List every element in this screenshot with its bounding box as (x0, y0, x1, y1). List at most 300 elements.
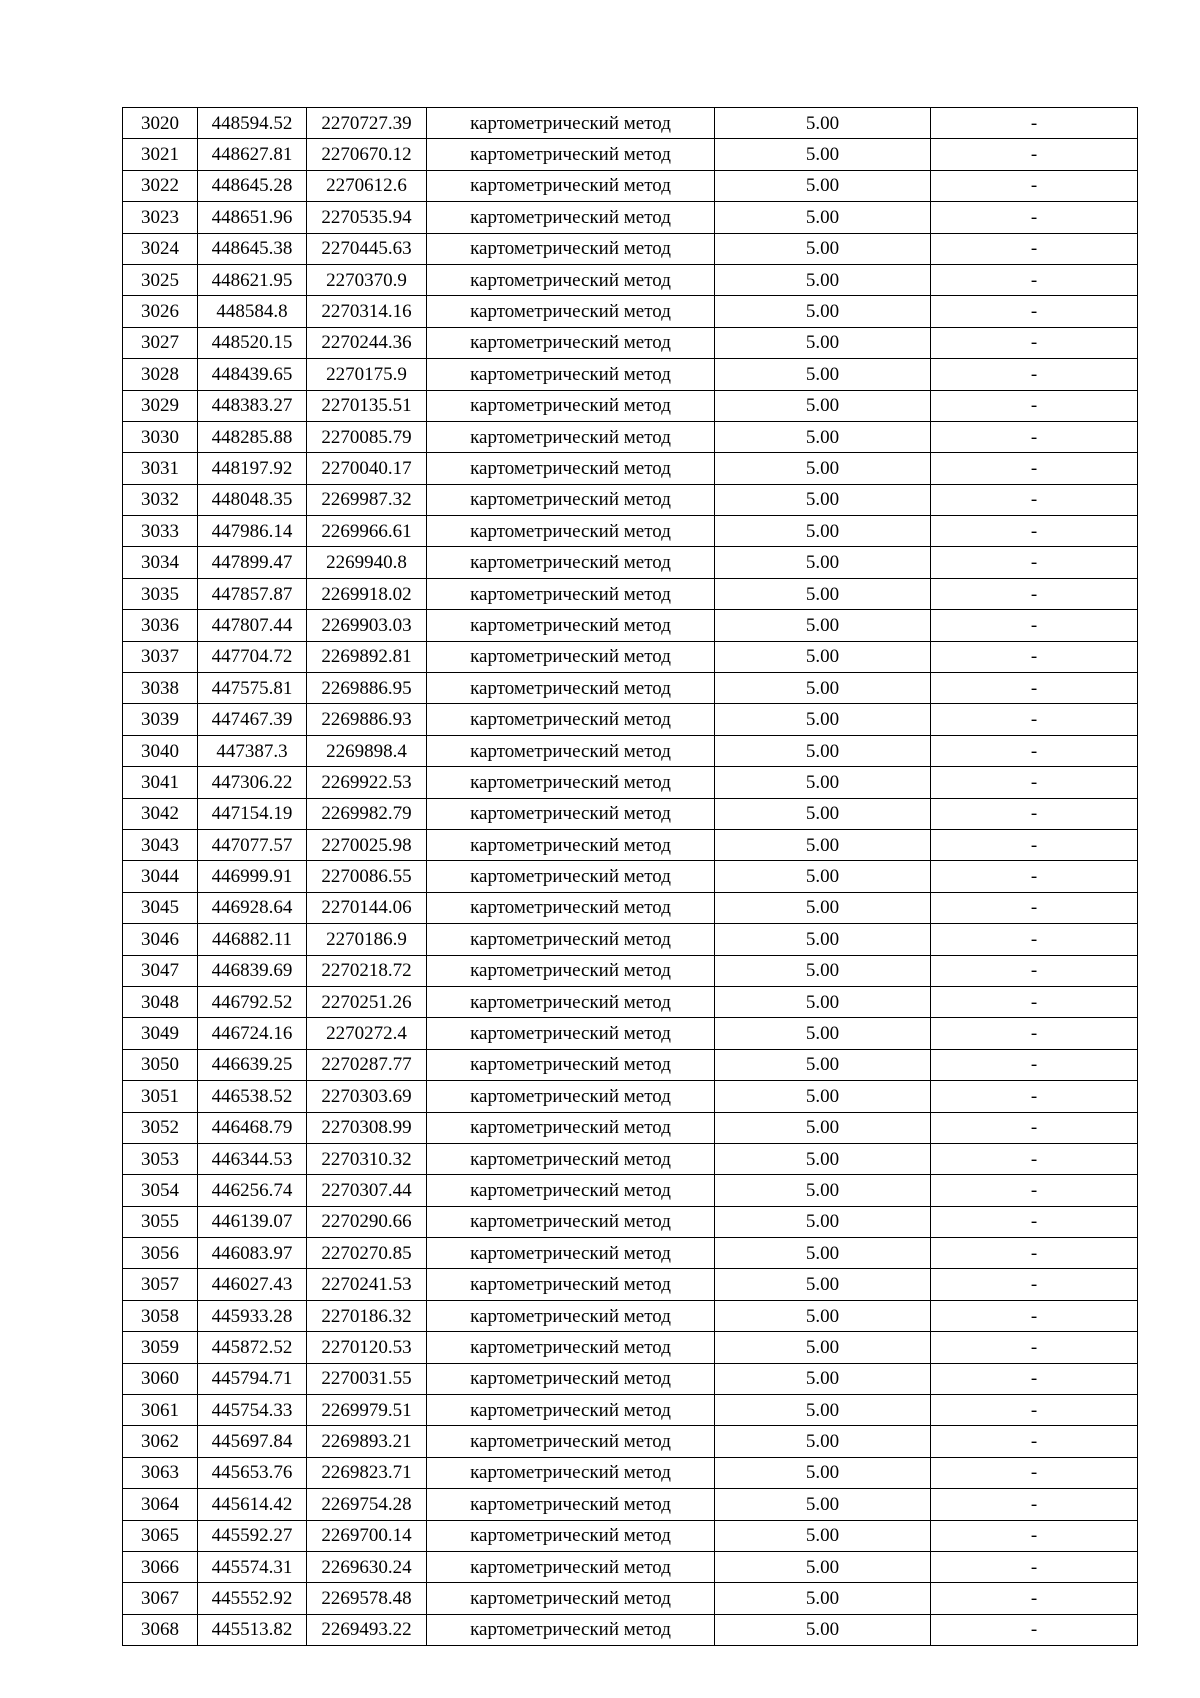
method-cell: картометрический метод (427, 1081, 715, 1112)
note-cell: - (931, 1112, 1138, 1143)
method-cell: картометрический метод (427, 704, 715, 735)
accuracy-cell: 5.00 (715, 1551, 931, 1582)
x-coordinate-cell: 445933.28 (198, 1300, 307, 1331)
note-cell: - (931, 202, 1138, 233)
accuracy-cell: 5.00 (715, 892, 931, 923)
accuracy-cell: 5.00 (715, 108, 931, 139)
y-coordinate-cell: 2270612.6 (307, 170, 427, 201)
y-coordinate-cell: 2269892.81 (307, 641, 427, 672)
method-cell: картометрический метод (427, 327, 715, 358)
y-coordinate-cell: 2270272.4 (307, 1018, 427, 1049)
accuracy-cell: 5.00 (715, 986, 931, 1017)
point-number-cell: 3065 (123, 1520, 198, 1551)
point-number-cell: 3029 (123, 390, 198, 421)
x-coordinate-cell: 446928.64 (198, 892, 307, 923)
point-number-cell: 3044 (123, 861, 198, 892)
note-cell: - (931, 1583, 1138, 1614)
x-coordinate-cell: 447077.57 (198, 829, 307, 860)
point-number-cell: 3039 (123, 704, 198, 735)
point-number-cell: 3036 (123, 610, 198, 641)
note-cell: - (931, 861, 1138, 892)
table-row (123, 1112, 1138, 1143)
accuracy-cell: 5.00 (715, 1143, 931, 1174)
accuracy-cell: 5.00 (715, 327, 931, 358)
method-cell: картометрический метод (427, 1112, 715, 1143)
point-number-cell: 3028 (123, 359, 198, 390)
note-cell: - (931, 327, 1138, 358)
x-coordinate-cell: 447704.72 (198, 641, 307, 672)
note-cell: - (931, 892, 1138, 923)
x-coordinate-cell: 448594.52 (198, 108, 307, 139)
accuracy-cell: 5.00 (715, 233, 931, 264)
table-row (123, 955, 1138, 986)
table-row (123, 1269, 1138, 1300)
y-coordinate-cell: 2269886.93 (307, 704, 427, 735)
accuracy-cell: 5.00 (715, 390, 931, 421)
x-coordinate-cell: 446639.25 (198, 1049, 307, 1080)
note-cell: - (931, 1238, 1138, 1269)
accuracy-cell: 5.00 (715, 578, 931, 609)
y-coordinate-cell: 2269700.14 (307, 1520, 427, 1551)
method-cell: картометрический метод (427, 892, 715, 923)
x-coordinate-cell: 448584.8 (198, 296, 307, 327)
table-row (123, 829, 1138, 860)
note-cell: - (931, 1426, 1138, 1457)
table-row (123, 547, 1138, 578)
y-coordinate-cell: 2270244.36 (307, 327, 427, 358)
note-cell: - (931, 1332, 1138, 1363)
note-cell: - (931, 986, 1138, 1017)
accuracy-cell: 5.00 (715, 484, 931, 515)
table-row (123, 1018, 1138, 1049)
note-cell: - (931, 1395, 1138, 1426)
x-coordinate-cell: 445552.92 (198, 1583, 307, 1614)
note-cell: - (931, 767, 1138, 798)
method-cell: картометрический метод (427, 1520, 715, 1551)
y-coordinate-cell: 2270303.69 (307, 1081, 427, 1112)
x-coordinate-cell: 446792.52 (198, 986, 307, 1017)
accuracy-cell: 5.00 (715, 735, 931, 766)
note-cell: - (931, 641, 1138, 672)
point-number-cell: 3056 (123, 1238, 198, 1269)
point-number-cell: 3068 (123, 1614, 198, 1645)
point-number-cell: 3021 (123, 139, 198, 170)
accuracy-cell: 5.00 (715, 1426, 931, 1457)
method-cell: картометрический метод (427, 1583, 715, 1614)
x-coordinate-cell: 448048.35 (198, 484, 307, 515)
point-number-cell: 3061 (123, 1395, 198, 1426)
note-cell: - (931, 1081, 1138, 1112)
point-number-cell: 3062 (123, 1426, 198, 1457)
accuracy-cell: 5.00 (715, 1081, 931, 1112)
method-cell: картометрический метод (427, 1300, 715, 1331)
point-number-cell: 3022 (123, 170, 198, 201)
note-cell: - (931, 578, 1138, 609)
table-row (123, 108, 1138, 139)
x-coordinate-cell: 446468.79 (198, 1112, 307, 1143)
note-cell: - (931, 296, 1138, 327)
y-coordinate-cell: 2270535.94 (307, 202, 427, 233)
x-coordinate-cell: 446139.07 (198, 1206, 307, 1237)
table-row (123, 1395, 1138, 1426)
note-cell: - (931, 1143, 1138, 1174)
y-coordinate-cell: 2270040.17 (307, 453, 427, 484)
note-cell: - (931, 955, 1138, 986)
point-number-cell: 3037 (123, 641, 198, 672)
table-row (123, 296, 1138, 327)
method-cell: картометрический метод (427, 1614, 715, 1645)
method-cell: картометрический метод (427, 1018, 715, 1049)
point-number-cell: 3050 (123, 1049, 198, 1080)
note-cell: - (931, 798, 1138, 829)
y-coordinate-cell: 2270308.99 (307, 1112, 427, 1143)
accuracy-cell: 5.00 (715, 798, 931, 829)
method-cell: картометрический метод (427, 516, 715, 547)
accuracy-cell: 5.00 (715, 641, 931, 672)
note-cell: - (931, 516, 1138, 547)
note-cell: - (931, 139, 1138, 170)
note-cell: - (931, 704, 1138, 735)
accuracy-cell: 5.00 (715, 829, 931, 860)
point-number-cell: 3040 (123, 735, 198, 766)
point-number-cell: 3027 (123, 327, 198, 358)
table-row (123, 767, 1138, 798)
note-cell: - (931, 924, 1138, 955)
point-number-cell: 3034 (123, 547, 198, 578)
y-coordinate-cell: 2270287.77 (307, 1049, 427, 1080)
note-cell: - (931, 108, 1138, 139)
point-number-cell: 3026 (123, 296, 198, 327)
note-cell: - (931, 421, 1138, 452)
x-coordinate-cell: 448383.27 (198, 390, 307, 421)
y-coordinate-cell: 2270290.66 (307, 1206, 427, 1237)
accuracy-cell: 5.00 (715, 1238, 931, 1269)
note-cell: - (931, 735, 1138, 766)
point-number-cell: 3047 (123, 955, 198, 986)
table-row (123, 233, 1138, 264)
x-coordinate-cell: 448627.81 (198, 139, 307, 170)
point-number-cell: 3023 (123, 202, 198, 233)
x-coordinate-cell: 445872.52 (198, 1332, 307, 1363)
point-number-cell: 3054 (123, 1175, 198, 1206)
point-number-cell: 3046 (123, 924, 198, 955)
note-cell: - (931, 484, 1138, 515)
accuracy-cell: 5.00 (715, 296, 931, 327)
table-row (123, 986, 1138, 1017)
table-row (123, 421, 1138, 452)
y-coordinate-cell: 2270727.39 (307, 108, 427, 139)
note-cell: - (931, 1614, 1138, 1645)
note-cell: - (931, 1018, 1138, 1049)
table-row (123, 1363, 1138, 1394)
method-cell: картометрический метод (427, 1238, 715, 1269)
table-row (123, 1206, 1138, 1237)
y-coordinate-cell: 2270241.53 (307, 1269, 427, 1300)
point-number-cell: 3035 (123, 578, 198, 609)
table-row (123, 1332, 1138, 1363)
note-cell: - (931, 1551, 1138, 1582)
accuracy-cell: 5.00 (715, 1457, 931, 1488)
table-row (123, 1049, 1138, 1080)
x-coordinate-cell: 446344.53 (198, 1143, 307, 1174)
accuracy-cell: 5.00 (715, 955, 931, 986)
method-cell: картометрический метод (427, 453, 715, 484)
x-coordinate-cell: 445513.82 (198, 1614, 307, 1645)
y-coordinate-cell: 2270310.32 (307, 1143, 427, 1174)
table-row (123, 1426, 1138, 1457)
point-number-cell: 3043 (123, 829, 198, 860)
x-coordinate-cell: 447807.44 (198, 610, 307, 641)
accuracy-cell: 5.00 (715, 673, 931, 704)
point-number-cell: 3051 (123, 1081, 198, 1112)
point-number-cell: 3055 (123, 1206, 198, 1237)
point-number-cell: 3057 (123, 1269, 198, 1300)
x-coordinate-cell: 445574.31 (198, 1551, 307, 1582)
method-cell: картометрический метод (427, 1269, 715, 1300)
method-cell: картометрический метод (427, 1049, 715, 1080)
y-coordinate-cell: 2269903.03 (307, 610, 427, 641)
y-coordinate-cell: 2270025.98 (307, 829, 427, 860)
method-cell: картометрический метод (427, 170, 715, 201)
x-coordinate-cell: 447306.22 (198, 767, 307, 798)
y-coordinate-cell: 2270120.53 (307, 1332, 427, 1363)
point-number-cell: 3033 (123, 516, 198, 547)
method-cell: картометрический метод (427, 233, 715, 264)
table-row (123, 924, 1138, 955)
point-number-cell: 3031 (123, 453, 198, 484)
note-cell: - (931, 547, 1138, 578)
y-coordinate-cell: 2269918.02 (307, 578, 427, 609)
method-cell: картометрический метод (427, 798, 715, 829)
x-coordinate-cell: 446538.52 (198, 1081, 307, 1112)
accuracy-cell: 5.00 (715, 861, 931, 892)
accuracy-cell: 5.00 (715, 453, 931, 484)
method-cell: картометрический метод (427, 296, 715, 327)
method-cell: картометрический метод (427, 1489, 715, 1520)
y-coordinate-cell: 2269493.22 (307, 1614, 427, 1645)
y-coordinate-cell: 2269886.95 (307, 673, 427, 704)
y-coordinate-cell: 2269630.24 (307, 1551, 427, 1582)
method-cell: картометрический метод (427, 359, 715, 390)
x-coordinate-cell: 447154.19 (198, 798, 307, 829)
table-row (123, 1489, 1138, 1520)
y-coordinate-cell: 2270186.9 (307, 924, 427, 955)
y-coordinate-cell: 2269987.32 (307, 484, 427, 515)
method-cell: картометрический метод (427, 767, 715, 798)
y-coordinate-cell: 2270135.51 (307, 390, 427, 421)
y-coordinate-cell: 2269823.71 (307, 1457, 427, 1488)
point-number-cell: 3049 (123, 1018, 198, 1049)
table-row (123, 1300, 1138, 1331)
accuracy-cell: 5.00 (715, 139, 931, 170)
y-coordinate-cell: 2270085.79 (307, 421, 427, 452)
point-number-cell: 3064 (123, 1489, 198, 1520)
x-coordinate-cell: 446839.69 (198, 955, 307, 986)
x-coordinate-cell: 445754.33 (198, 1395, 307, 1426)
method-cell: картометрический метод (427, 1143, 715, 1174)
table-row (123, 1520, 1138, 1551)
method-cell: картометрический метод (427, 421, 715, 452)
note-cell: - (931, 264, 1138, 295)
method-cell: картометрический метод (427, 1175, 715, 1206)
y-coordinate-cell: 2270670.12 (307, 139, 427, 170)
x-coordinate-cell: 448285.88 (198, 421, 307, 452)
y-coordinate-cell: 2270186.32 (307, 1300, 427, 1331)
y-coordinate-cell: 2269754.28 (307, 1489, 427, 1520)
table-row (123, 359, 1138, 390)
accuracy-cell: 5.00 (715, 924, 931, 955)
accuracy-cell: 5.00 (715, 1395, 931, 1426)
method-cell: картометрический метод (427, 673, 715, 704)
table-row (123, 484, 1138, 515)
x-coordinate-cell: 446724.16 (198, 1018, 307, 1049)
x-coordinate-cell: 448520.15 (198, 327, 307, 358)
y-coordinate-cell: 2270270.85 (307, 1238, 427, 1269)
accuracy-cell: 5.00 (715, 1520, 931, 1551)
y-coordinate-cell: 2270251.26 (307, 986, 427, 1017)
table-row (123, 1238, 1138, 1269)
point-number-cell: 3032 (123, 484, 198, 515)
point-number-cell: 3053 (123, 1143, 198, 1174)
note-cell: - (931, 1175, 1138, 1206)
point-number-cell: 3041 (123, 767, 198, 798)
point-number-cell: 3048 (123, 986, 198, 1017)
note-cell: - (931, 1457, 1138, 1488)
y-coordinate-cell: 2270218.72 (307, 955, 427, 986)
y-coordinate-cell: 2269578.48 (307, 1583, 427, 1614)
method-cell: картометрический метод (427, 1395, 715, 1426)
table-row (123, 610, 1138, 641)
method-cell: картометрический метод (427, 986, 715, 1017)
method-cell: картометрический метод (427, 829, 715, 860)
accuracy-cell: 5.00 (715, 1112, 931, 1143)
table-row (123, 139, 1138, 170)
table-row (123, 1551, 1138, 1582)
y-coordinate-cell: 2270086.55 (307, 861, 427, 892)
accuracy-cell: 5.00 (715, 421, 931, 452)
point-number-cell: 3067 (123, 1583, 198, 1614)
note-cell: - (931, 170, 1138, 201)
accuracy-cell: 5.00 (715, 610, 931, 641)
note-cell: - (931, 673, 1138, 704)
y-coordinate-cell: 2269982.79 (307, 798, 427, 829)
note-cell: - (931, 1489, 1138, 1520)
x-coordinate-cell: 446083.97 (198, 1238, 307, 1269)
y-coordinate-cell: 2270031.55 (307, 1363, 427, 1394)
y-coordinate-cell: 2270175.9 (307, 359, 427, 390)
table-row (123, 892, 1138, 923)
table-row (123, 1457, 1138, 1488)
table-row (123, 516, 1138, 547)
note-cell: - (931, 390, 1138, 421)
table-row (123, 1175, 1138, 1206)
accuracy-cell: 5.00 (715, 264, 931, 295)
method-cell: картометрический метод (427, 547, 715, 578)
note-cell: - (931, 1269, 1138, 1300)
y-coordinate-cell: 2269922.53 (307, 767, 427, 798)
x-coordinate-cell: 445592.27 (198, 1520, 307, 1551)
x-coordinate-cell: 447857.87 (198, 578, 307, 609)
table-row (123, 327, 1138, 358)
x-coordinate-cell: 448621.95 (198, 264, 307, 295)
table-row (123, 673, 1138, 704)
x-coordinate-cell: 447387.3 (198, 735, 307, 766)
accuracy-cell: 5.00 (715, 1300, 931, 1331)
y-coordinate-cell: 2269898.4 (307, 735, 427, 766)
accuracy-cell: 5.00 (715, 202, 931, 233)
method-cell: картометрический метод (427, 139, 715, 170)
table-row (123, 704, 1138, 735)
table-row (123, 1583, 1138, 1614)
x-coordinate-cell: 447467.39 (198, 704, 307, 735)
accuracy-cell: 5.00 (715, 1332, 931, 1363)
note-cell: - (931, 1363, 1138, 1394)
x-coordinate-cell: 448197.92 (198, 453, 307, 484)
accuracy-cell: 5.00 (715, 1175, 931, 1206)
accuracy-cell: 5.00 (715, 170, 931, 201)
x-coordinate-cell: 446027.43 (198, 1269, 307, 1300)
method-cell: картометрический метод (427, 264, 715, 295)
table-row (123, 1081, 1138, 1112)
method-cell: картометрический метод (427, 1363, 715, 1394)
x-coordinate-cell: 446882.11 (198, 924, 307, 955)
method-cell: картометрический метод (427, 1551, 715, 1582)
note-cell: - (931, 1206, 1138, 1237)
y-coordinate-cell: 2270144.06 (307, 892, 427, 923)
accuracy-cell: 5.00 (715, 1583, 931, 1614)
point-number-cell: 3060 (123, 1363, 198, 1394)
note-cell: - (931, 359, 1138, 390)
x-coordinate-cell: 446999.91 (198, 861, 307, 892)
point-number-cell: 3030 (123, 421, 198, 452)
x-coordinate-cell: 445697.84 (198, 1426, 307, 1457)
y-coordinate-cell: 2270307.44 (307, 1175, 427, 1206)
x-coordinate-cell: 447986.14 (198, 516, 307, 547)
table-row (123, 798, 1138, 829)
x-coordinate-cell: 448645.28 (198, 170, 307, 201)
x-coordinate-cell: 445653.76 (198, 1457, 307, 1488)
note-cell: - (931, 1300, 1138, 1331)
accuracy-cell: 5.00 (715, 516, 931, 547)
table-row (123, 1143, 1138, 1174)
note-cell: - (931, 453, 1138, 484)
coordinates-table (122, 107, 1138, 1646)
method-cell: картометрический метод (427, 1332, 715, 1363)
point-number-cell: 3059 (123, 1332, 198, 1363)
point-number-cell: 3045 (123, 892, 198, 923)
table-row (123, 453, 1138, 484)
coordinates-table-body (123, 108, 1138, 1646)
accuracy-cell: 5.00 (715, 1206, 931, 1237)
table-row (123, 735, 1138, 766)
x-coordinate-cell: 448651.96 (198, 202, 307, 233)
y-coordinate-cell: 2269979.51 (307, 1395, 427, 1426)
table-row (123, 1614, 1138, 1645)
method-cell: картометрический метод (427, 924, 715, 955)
method-cell: картометрический метод (427, 610, 715, 641)
method-cell: картометрический метод (427, 955, 715, 986)
point-number-cell: 3038 (123, 673, 198, 704)
table-row (123, 578, 1138, 609)
method-cell: картометрический метод (427, 1457, 715, 1488)
accuracy-cell: 5.00 (715, 359, 931, 390)
accuracy-cell: 5.00 (715, 767, 931, 798)
method-cell: картометрический метод (427, 861, 715, 892)
y-coordinate-cell: 2270445.63 (307, 233, 427, 264)
x-coordinate-cell: 446256.74 (198, 1175, 307, 1206)
point-number-cell: 3066 (123, 1551, 198, 1582)
note-cell: - (931, 1520, 1138, 1551)
